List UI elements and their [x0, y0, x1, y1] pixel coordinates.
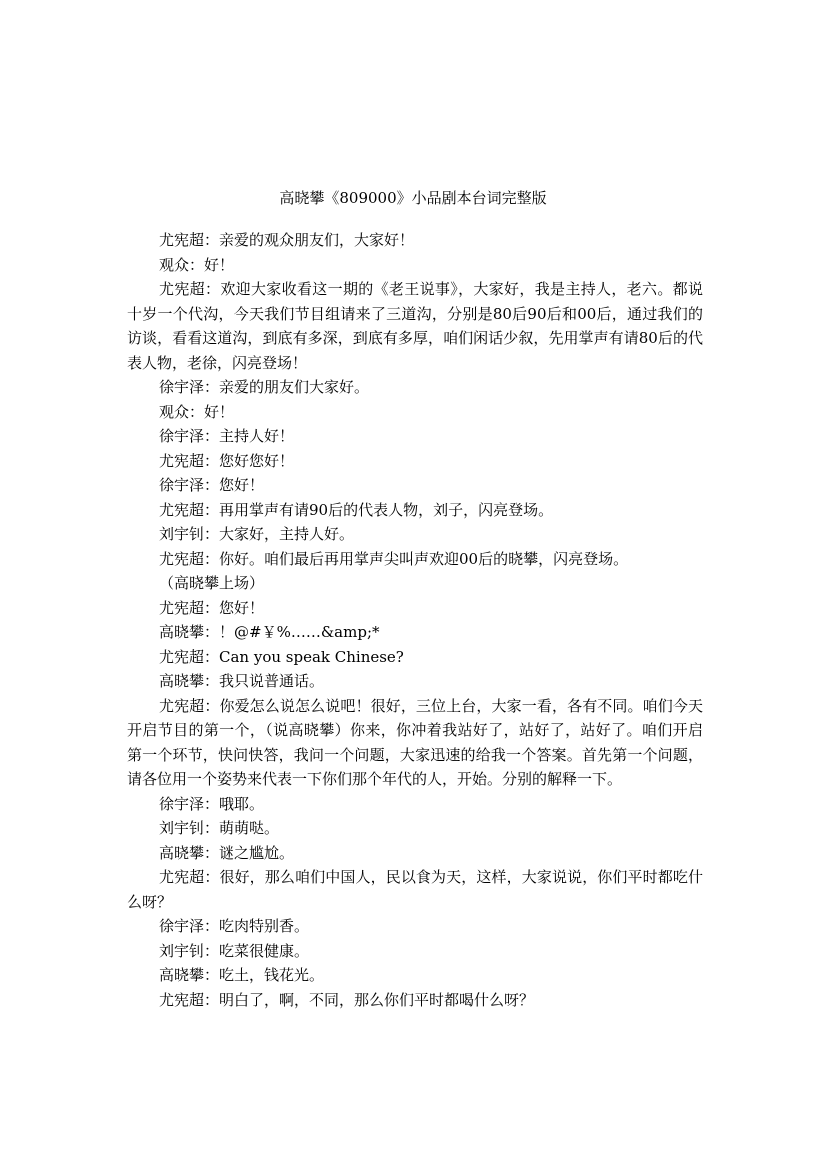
- script-body: [127, 228, 703, 1012]
- dialogue-line: 高晓攀：我只说普通话。: [159, 672, 325, 690]
- dialogue-line: 尤宪超：欢迎大家收看这一期的《老王说事》，大家好，我是主持人，老六。都说十岁一个代沟，今天我们节目组请来了三道沟，分别是80后90后和00后，通过我们的访谈，看看这道沟，到底有多深，到底有多厚，咱们闲话少叙，先用掌声有请80后的代表人物，老徐，闪亮登场！: [127, 280, 703, 372]
- stage-direction: （高晓攀上场）: [159, 574, 265, 592]
- dialogue-line: 刘宇钊：大家好，主持人好。: [159, 525, 355, 543]
- dialogue-line: 刘宇钊：吃菜很健康。: [159, 941, 310, 960]
- dialogue-line: 高晓攀：谜之尴尬。: [159, 843, 295, 862]
- dialogue-line: 尤宪超：亲爱的观众朋友们，大家好！: [159, 231, 415, 249]
- dialogue-line: 高晓攀：吃土，钱花光。: [159, 966, 325, 984]
- dialogue-line: 尤宪超：您好您好！: [159, 451, 295, 470]
- dialogue-line: 徐宇泽：吃肉特别香。: [159, 917, 310, 935]
- dialogue-line: 徐宇泽：亲爱的朋友们大家好。: [159, 378, 370, 396]
- dialogue-line: 尤宪超：再用掌声有请90后的代表人物，刘子，闪亮登场。: [159, 500, 554, 519]
- dialogue-line: 尤宪超：你爱怎么说怎么说吧！很好，三位上台，大家一看，各有不同。咱们今天开启节目的第一个，（说高晓攀）你来，你冲着我站好了，站好了，站好了。咱们开启第一个环节，快问快答，我问一个问题，大家迅速的给我一个答案。首先第一个问题，请各位用一个姿势来代表一下你们那个年代的人，开始。分别的解释一下。: [127, 696, 703, 788]
- dialogue-line: 尤宪超：你好。咱们最后再用掌声尖叫声欢迎00后的晓攀，闪亮登场。: [159, 549, 629, 568]
- dialogue-line: 尤宪超：Can you speak Chinese?: [159, 647, 404, 666]
- dialogue-line: 徐宇泽：主持人好！: [159, 427, 295, 445]
- dialogue-line: 刘宇钊：萌萌哒。: [159, 819, 280, 837]
- dialogue-line: 徐宇泽：您好！: [159, 476, 265, 494]
- dialogue-line: 高晓攀：！@#￥%……&amp;*: [159, 623, 380, 641]
- dialogue-line: 尤宪超：您好！: [159, 598, 265, 617]
- document-title: 高晓攀《809000》小品剧本台词完整版: [279, 189, 547, 207]
- dialogue-line: 徐宇泽：哦耶。: [159, 794, 265, 813]
- dialogue-line: 尤宪超：明白了，啊，不同，那么你们平时都喝什么呀？: [159, 990, 535, 1009]
- dialogue-line: 观众：好！: [159, 255, 235, 274]
- dialogue-line: 观众：好！: [159, 402, 235, 421]
- dialogue-line: 尤宪超：很好，那么咱们中国人，民以食为天，这样，大家说说，你们平时都吃什么呀？: [127, 868, 703, 911]
